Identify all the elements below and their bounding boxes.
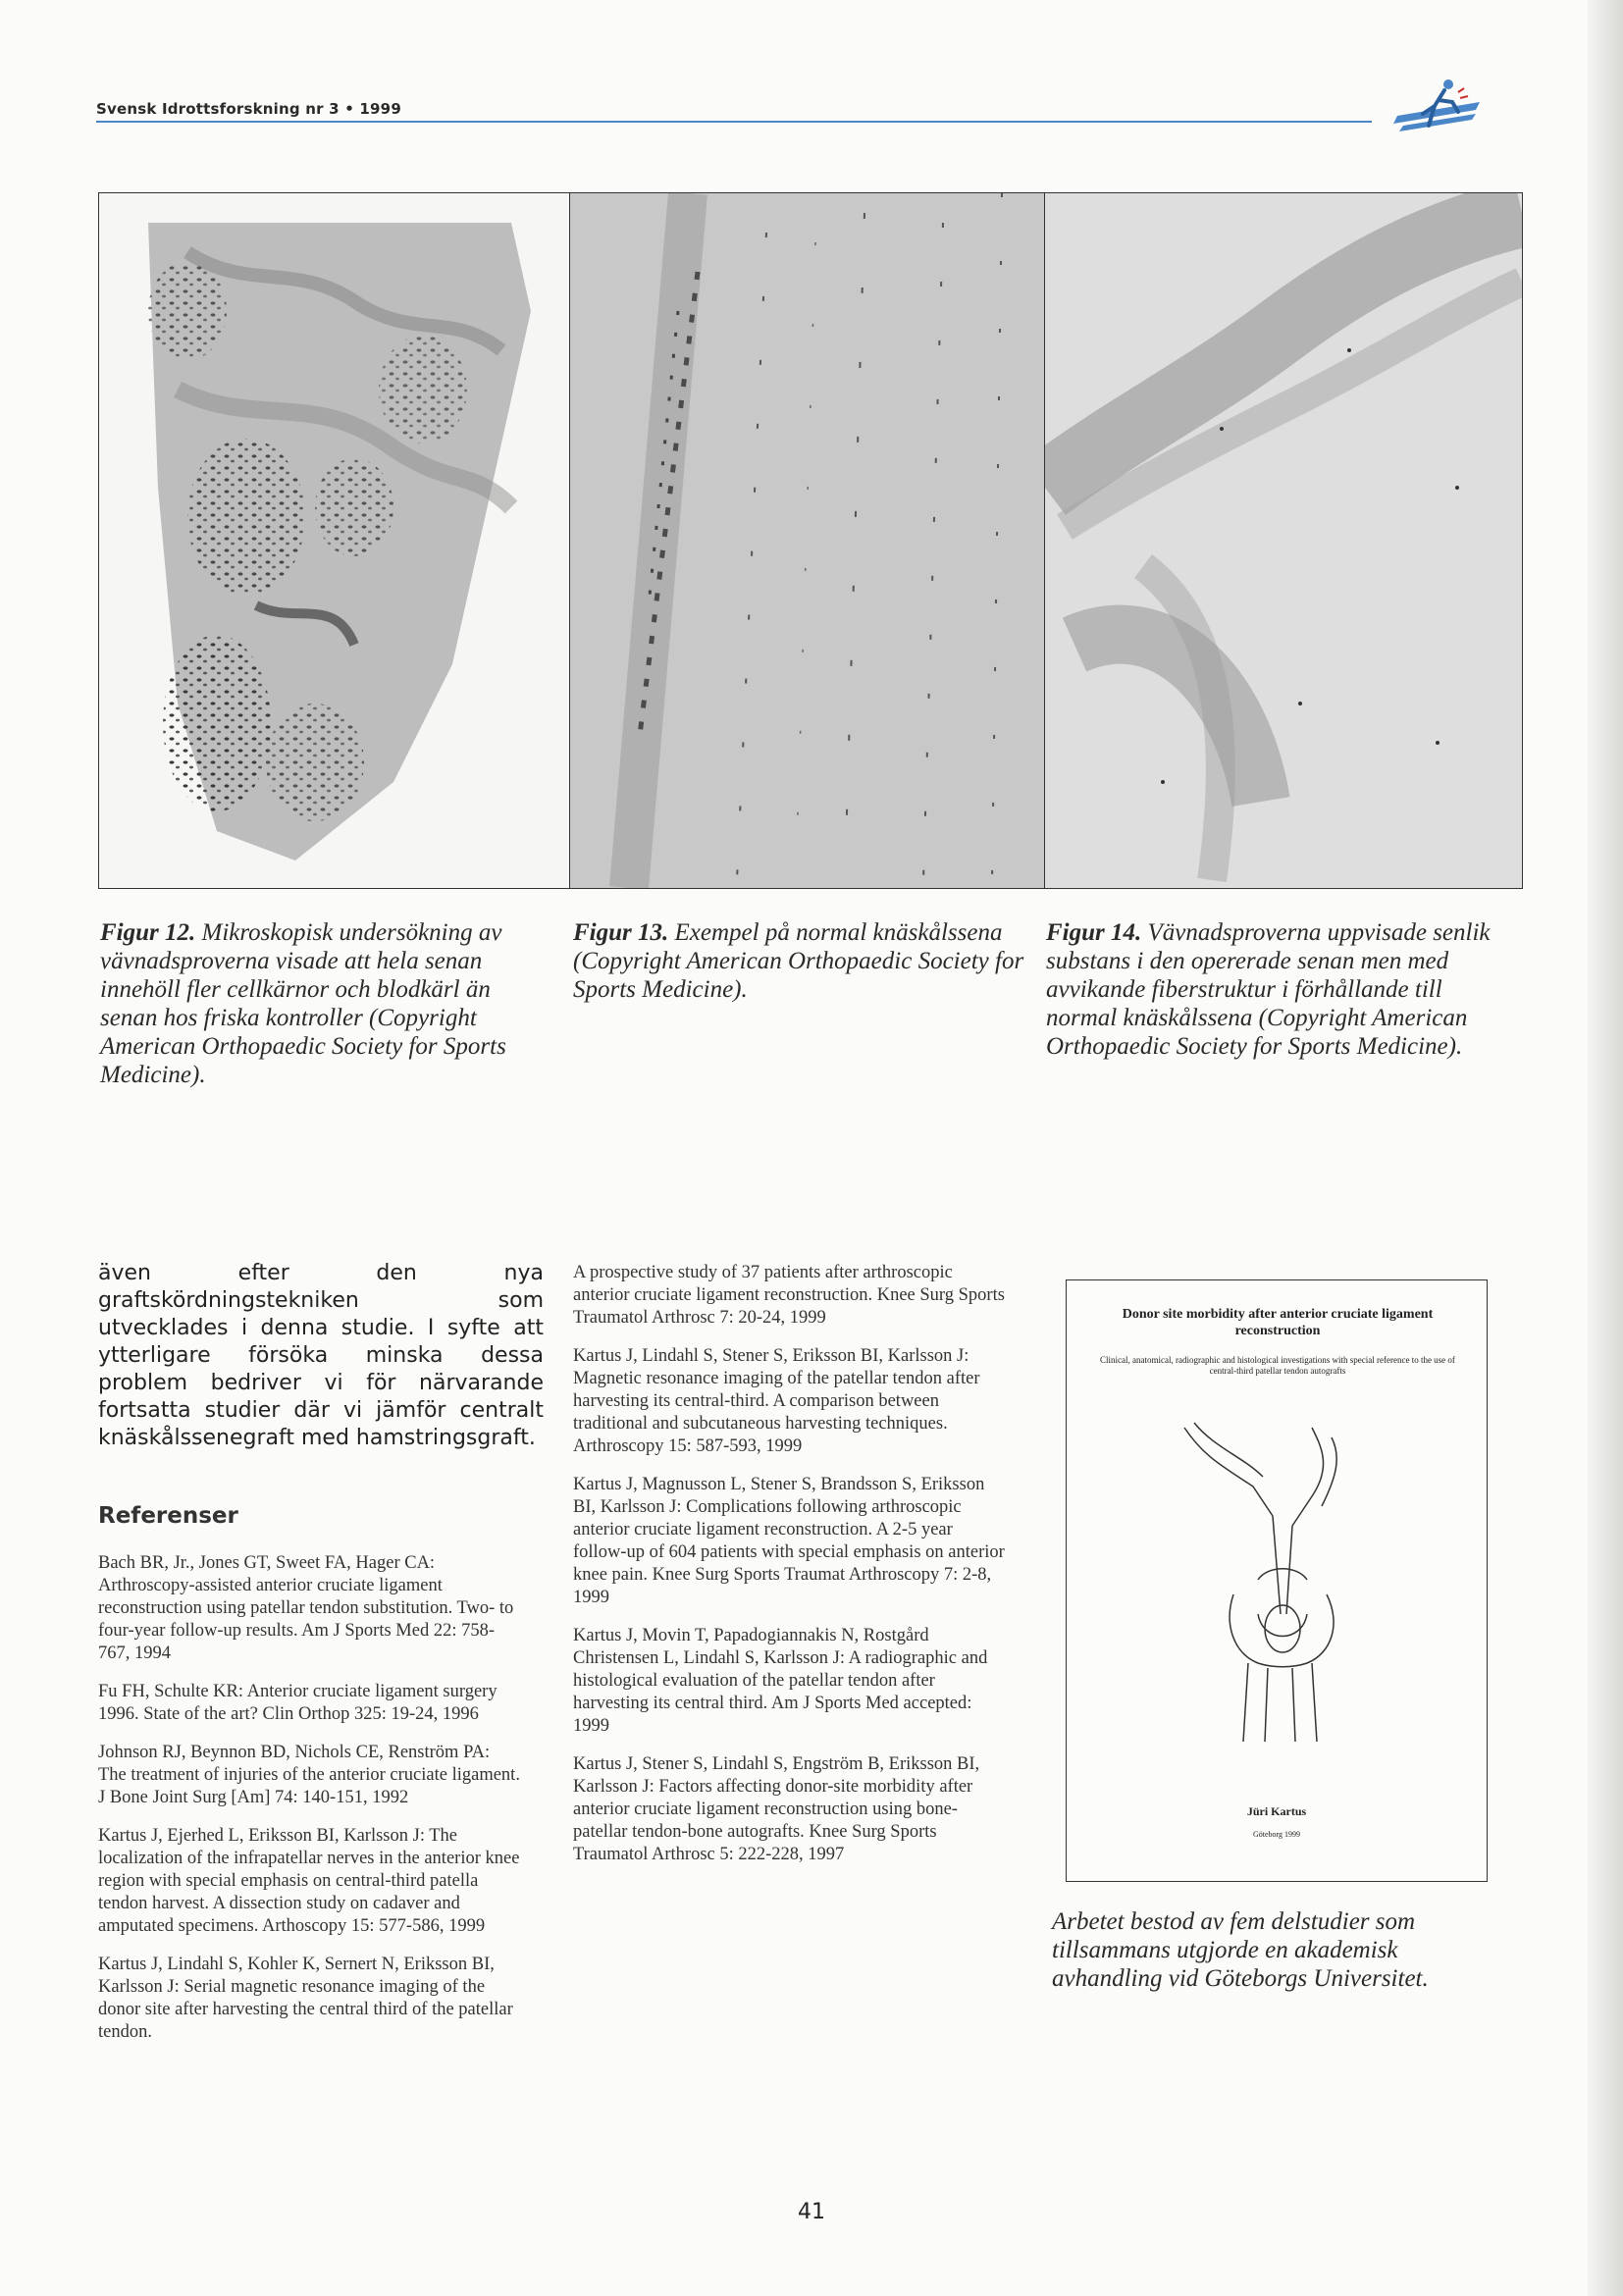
running-header <box>96 94 1480 133</box>
reference-item: Kartus J, Movin T, Papadogiannakis N, Rostgård Christensen L, Lindahl S, Karlsson J: A radiographic and histological evaluation of the patellar tendon after harvesting its central third. Am J Sports Med accepted: 1999 <box>573 1626 988 1736</box>
header-rule <box>96 121 1372 123</box>
reference-item: Kartus J, Magnusson L, Stener S, Brandsson S, Eriksson BI, Karlsson J: Complications following arthroscopic anterior cruciate ligament reconstruction. A 2-5 year follow-up of 604 patients with special emphasis on anterior knee pain. Knee Surg Sports Traumat Arthroscopy 7: 2-8, 1999 <box>573 1475 1005 1607</box>
reference-item: Kartus J, Ejerhed L, Eriksson BI, Karlsson J: The localization of the infrapatellar nerves in the anterior knee region with special emphasis on central-third patella tendon harvest. A dissection study on cadaver and amputated specimens. Arthoscopy 15: 577-586, 1999 <box>98 1826 520 1936</box>
thesis-author: Jüri Kartus <box>1246 1804 1307 1818</box>
reference-item: A prospective study of 37 patients after arthroscopic anterior cruciate ligament reconstruction. Knee Surg Sports Traumatol Arthrosc 7: 20-24, 1999 <box>573 1263 1005 1328</box>
figure-12-number: Figur 12. <box>100 919 196 946</box>
body-paragraph: även efter den nya graftskördningstekniken som utvecklades i denna studie. I syfte att ytterligare försöka minska dessa problem bedriver vi för närvarande fortsatta studier där vi jämför centralt knäskålssenegraft med hamstringsgraft. <box>98 1261 544 1450</box>
references-column-2 <box>573 1262 1009 1882</box>
thesis-subtitle: Clinical, anatomical, radiographic and histological investigations with special reference to the use of central-third patellar tendon autografts <box>1100 1355 1455 1376</box>
reference-item: Kartus J, Lindahl S, Stener S, Eriksson BI, Karlsson J: Magnetic resonance imaging of the patellar tendon after harvesting its central-third. A comparison between traditional and subcutaneous harvesting techniques. Arthroscopy 15: 587-593, 1999 <box>573 1346 980 1456</box>
figure-14-text: Vävnadsproverna uppvisade senlik substans i den opererade senan men med avvikande fiberstruktur i förhållande till normal knäskålssena (Copyright American Orthopaedic Society for Sports Medicine). <box>1046 919 1491 1060</box>
knee-surgery-illustration-icon <box>1165 1418 1390 1742</box>
figure-14-caption <box>1046 918 1497 1061</box>
reference-item: Kartus J, Stener S, Lindahl S, Engström B, Eriksson BI, Karlsson J: Factors affecting donor-site morbidity after anterior cruciate ligament reconstruction using bone-patellar tendon-bone autografts. Knee Surg Sports Traumatol Arthrosc 5: 222-228, 1997 <box>573 1754 980 1864</box>
reference-item: Kartus J, Lindahl S, Kohler K, Sernert N, Eriksson BI, Karlsson J: Serial magnetic resonance imaging of the donor site after harvesting the central third of the patellar tendon. <box>98 1955 513 2042</box>
thesis-place-year: Göteborg 1999 <box>1252 1830 1301 1839</box>
runner-logo-icon <box>1389 77 1480 135</box>
figure-13-caption <box>573 918 1024 1004</box>
page-edge-shadow <box>1588 0 1623 2296</box>
journal-title: Svensk Idrottsforskning nr 3 • 1999 <box>96 100 401 118</box>
figure-12-micrograph <box>98 192 577 889</box>
figure-12-text: Mikroskopisk undersökning av vävnadsproverna visade att hela senan innehöll fler cellkärnor och blodkärl än senan hos friska kontroller (Copyright American Orthopaedic Society for Sports Medicine). <box>100 919 506 1088</box>
figure-12-caption <box>100 918 551 1089</box>
page-number: 41 <box>798 2200 825 2224</box>
references-heading: Referenser <box>98 1503 238 1529</box>
reference-item: Bach BR, Jr., Jones GT, Sweet FA, Hager CA: Arthroscopy-assisted anterior cruciate ligament reconstruction using patellar tendon substitution. Two- to four-year follow-up results. Am J Sports Med 22: 758-767, 1994 <box>98 1553 514 1663</box>
references-column-1 <box>98 1552 520 2060</box>
figure-13-text: Exempel på normal knäskålssena (Copyright American Orthopaedic Society for Sports Medicine). <box>573 919 1024 1003</box>
figure-14-micrograph <box>1044 192 1523 889</box>
reference-item: Johnson RJ, Beynnon BD, Nichols CE, Renström PA: The treatment of injuries of the anterior cruciate ligament. J Bone Joint Surg [Am] 74: 140-151, 1992 <box>98 1743 520 1807</box>
thesis-title: Donor site morbidity after anterior cruciate ligament reconstruction <box>1122 1307 1434 1338</box>
thesis-cover-image <box>1066 1279 1488 1882</box>
thesis-caption: Arbetet bestod av fem delstudier som tillsammans utgjorde en akademisk avhandling vid Göteborgs Universitet. <box>1052 1908 1429 1992</box>
figure-14-number: Figur 14. <box>1046 919 1142 946</box>
figure-13-number: Figur 13. <box>573 919 669 946</box>
reference-item: Fu FH, Schulte KR: Anterior cruciate ligament surgery 1996. State of the art? Clin Orthop 325: 19-24, 1996 <box>98 1682 497 1724</box>
figure-13-micrograph <box>569 192 1048 889</box>
